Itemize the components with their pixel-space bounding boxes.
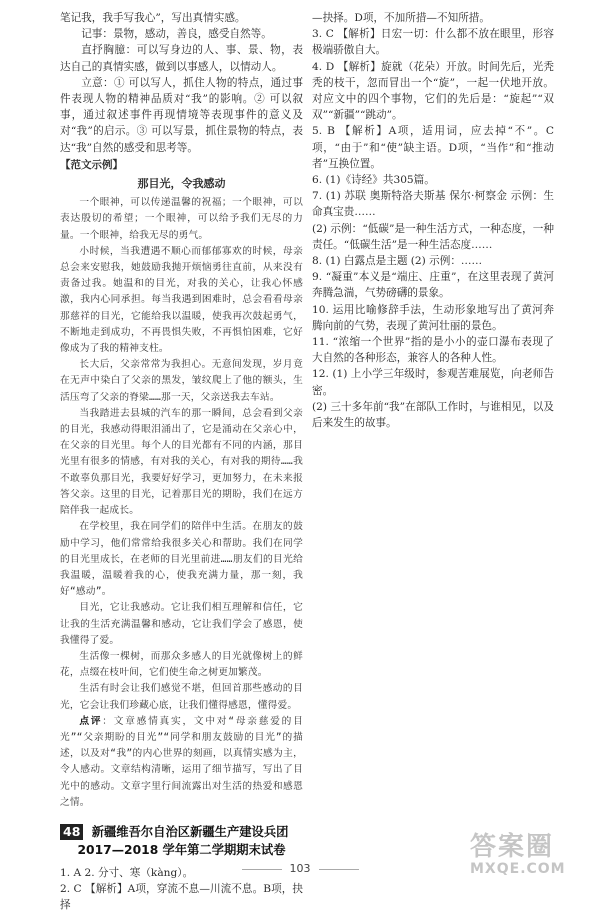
essay-paragraph: 一个眼神，可以传递温馨的祝福；一个眼神，可以表达殷切的希望；一个眼神，可以给予我们无尽的力量。一个眼神，给我无尽的勇气。 [60,197,303,241]
comment-label: 点评 [79,715,103,727]
exam-subtitle: 2017—2018 学年第二学期期末试卷 [77,842,286,857]
watermark-logo: 答案圈 [470,832,555,862]
answer-line: 4. D 【解析】旋就（花朵）开放。时间先后，光秃秃的枝干，忽而冒出一个“旋”，一起一伏地开放。对应文中的四个事物，它们的先后是：“旋起”“双双”“新疆”“跳动”。 [312,60,554,122]
essay-paragraph: 长大后，父亲常常为我担心。无意间发现，岁月竟在无声中染白了父亲的黑发，皱纹爬上了他的额头，生活压弯了父亲的脊梁……那一天，父亲送我去车站。 [60,359,303,403]
answer-line: 12. (1) 上小学三年级时，参观苦难展览，向老师告密。 [312,368,554,397]
watermark [470,833,588,885]
answer-line: 5. B 【解析】A项，适用词，应去掉“不”。C项，“由于”和“使”缺主语。D项，“当作”和“推动者”互换位置。 [312,125,554,170]
watermark-url: MXQE.COM [470,861,566,877]
exam-number-badge: 48 [60,824,83,840]
answer-q1: 1. A 2. 分寸、寒（kàng）。 [60,866,194,879]
essay-paragraph: 小时候，当我遭遇不顺心而郁郁寡欢的时候，母亲总会来安慰我，她鼓励我抛开烦恼勇往直前，从来没有责备过我。她温和的目光，对我的关心，让我心怀感激，我内心同承担。每当我遇到困难时，总会看看母亲那慈祥的目光，它能给我以温暖，使我再次鼓起勇气，不断地走到成功，不再畏惧失败，不再惧怕困难，它好像成为了我的精神支柱。 [60,245,303,355]
intro-line-1: 笔记我，我手写我心”，写出真情实感。 [60,12,246,24]
essay-paragraph: 在学校里，我在同学们的陪伴中生活。在朋友的鼓励中学习，他们常常给我很多关心和帮助。我们在同学的目光里成长，在老师的目光里前进……朋友们的目光给我温暖，温暖着我的心，使我充满力量，那一刻，我好“感动”。 [60,521,303,598]
sample-header: 【范文示例】 [60,158,123,171]
essay-paragraph: 目光，它让我感动。它让我们相互理解和信任，它让我的生活充满温馨和感动，它让我们学会了感恩，使我懂得了爱。 [60,602,303,646]
exam-title: 新疆维吾尔自治区新疆生产建设兵团 [91,824,289,839]
answer-line: (2) 三十多年前“我”在部队工作时，与谁相见，以及后来发生的故事。 [312,400,554,430]
essay-paragraph: 生活像一棵树，而那众多感人的目光就像树上的鲜花，点缀在枝叶间，它们使生命之树更加繁茂。 [60,650,303,679]
right-column [312,10,554,431]
left-column [60,10,303,914]
comment-text: 文章感情真实，文中对“母亲慈爱的目光”“父亲期盼的目光”“同学和朋友鼓励的目光”的描述，以及对“我”的内心世界的刻画，以真情实感为主，令人感动。文章结构清晰，运用了细节描写，写出了目光中的感动。文章字里行间流露出对生活的热爱和感恩之情。 [60,715,303,808]
exam-header [60,823,303,859]
essay-paragraph: 生活有时会让我们感觉不堪，但回首那些感动的目光，它会让我们珍藏心底，让我们懂得感恩，懂得爱。 [60,683,303,711]
intro-line-4: 立意：① 可以写人，抓住人物的特点，通过事件表现人物的精神品质对“我”的影响。② 可以叙事，通过叙述事件再现情境等表现事件的意义及对“我”的启示。③ 可以写景，抓住景物的特点，表达“我”自然的感受和思考等。 [60,76,303,154]
answer-line: 9. “凝重”本义是“端庄、庄重”，在这里表现了黄河奔腾急湍，气势磅礴的景象。 [312,271,554,300]
answer-line: (2) 示例：“低碳”是一种生活方式，一种态度，一种责任。“低碳生活”是一种生活态度…… [312,222,554,251]
answer-line: 3. C 【解析】日宏一切：什么都不放在眼里，形容极端骄傲自大。 [312,28,554,57]
essay-title: 那目光，令我感动 [137,177,226,191]
answer-line: —抉择。D项，不加所措—不知所措。 [312,12,490,24]
essay-paragraph: 当我踏进去县城的汽车的那一瞬间，总会看到父亲的目光，我感动得眼泪涌出了，它是涌动在父亲心中，在父亲的目光里。每个人的目光都有不同的内涵，那目光里有很多的情感，有对我的关心，有对我的期待……我不敢辜负那目光，我要好好学习，更加努力，在未来报答父亲。这里的目光，记着那目光的期盼，我们在远方陪伴我一起成长。 [60,407,303,517]
answer-line: 6. (1)《诗经》共305篇。 [312,174,435,187]
answer-line: 7. (1) 苏联 奥斯特洛夫斯基 保尔·柯察金 示例：生命真宝贵…… [312,190,554,219]
answer-line: 11. “浓缩一个世界”指的是小小的壶口瀑布表现了大自然的各种形态，兼容人的各种人性。 [312,336,554,365]
essay-body [60,195,303,811]
answer-line: 10. 运用比喻修辞手法，生动形象地写出了黄河奔腾向前的气势，表现了黄河壮丽的景色。 [312,303,554,332]
answer-q2: 2. C 【解析】A项，穿流不息—川流不息。B项，抉择 [60,883,303,912]
page-number: 103 [289,862,311,875]
intro-line-3: 直抒胸臆：可以写身边的人、事、景、物，表达自己的真情实感，做到以事感人，以情动人。 [60,44,303,73]
answer-line: 8. (1) 白露点是主题 (2) 示例：…… [312,255,483,268]
intro-line-2: 记事：景物，感动，善良，感受自然等。 [81,28,272,41]
essay-comment: 点评：文章感情真实，文中对“母亲慈爱的目光”“父亲期盼的目光”“同学和朋友鼓励的目光”的描述，以及对“我”的内心世界的刻画，以真情实感为主，令人感动。文章结构清晰，运用了细节描写，写出了目光中的感动。文章字里行间流露出对生活的热爱和感恩之情。 [60,715,303,808]
